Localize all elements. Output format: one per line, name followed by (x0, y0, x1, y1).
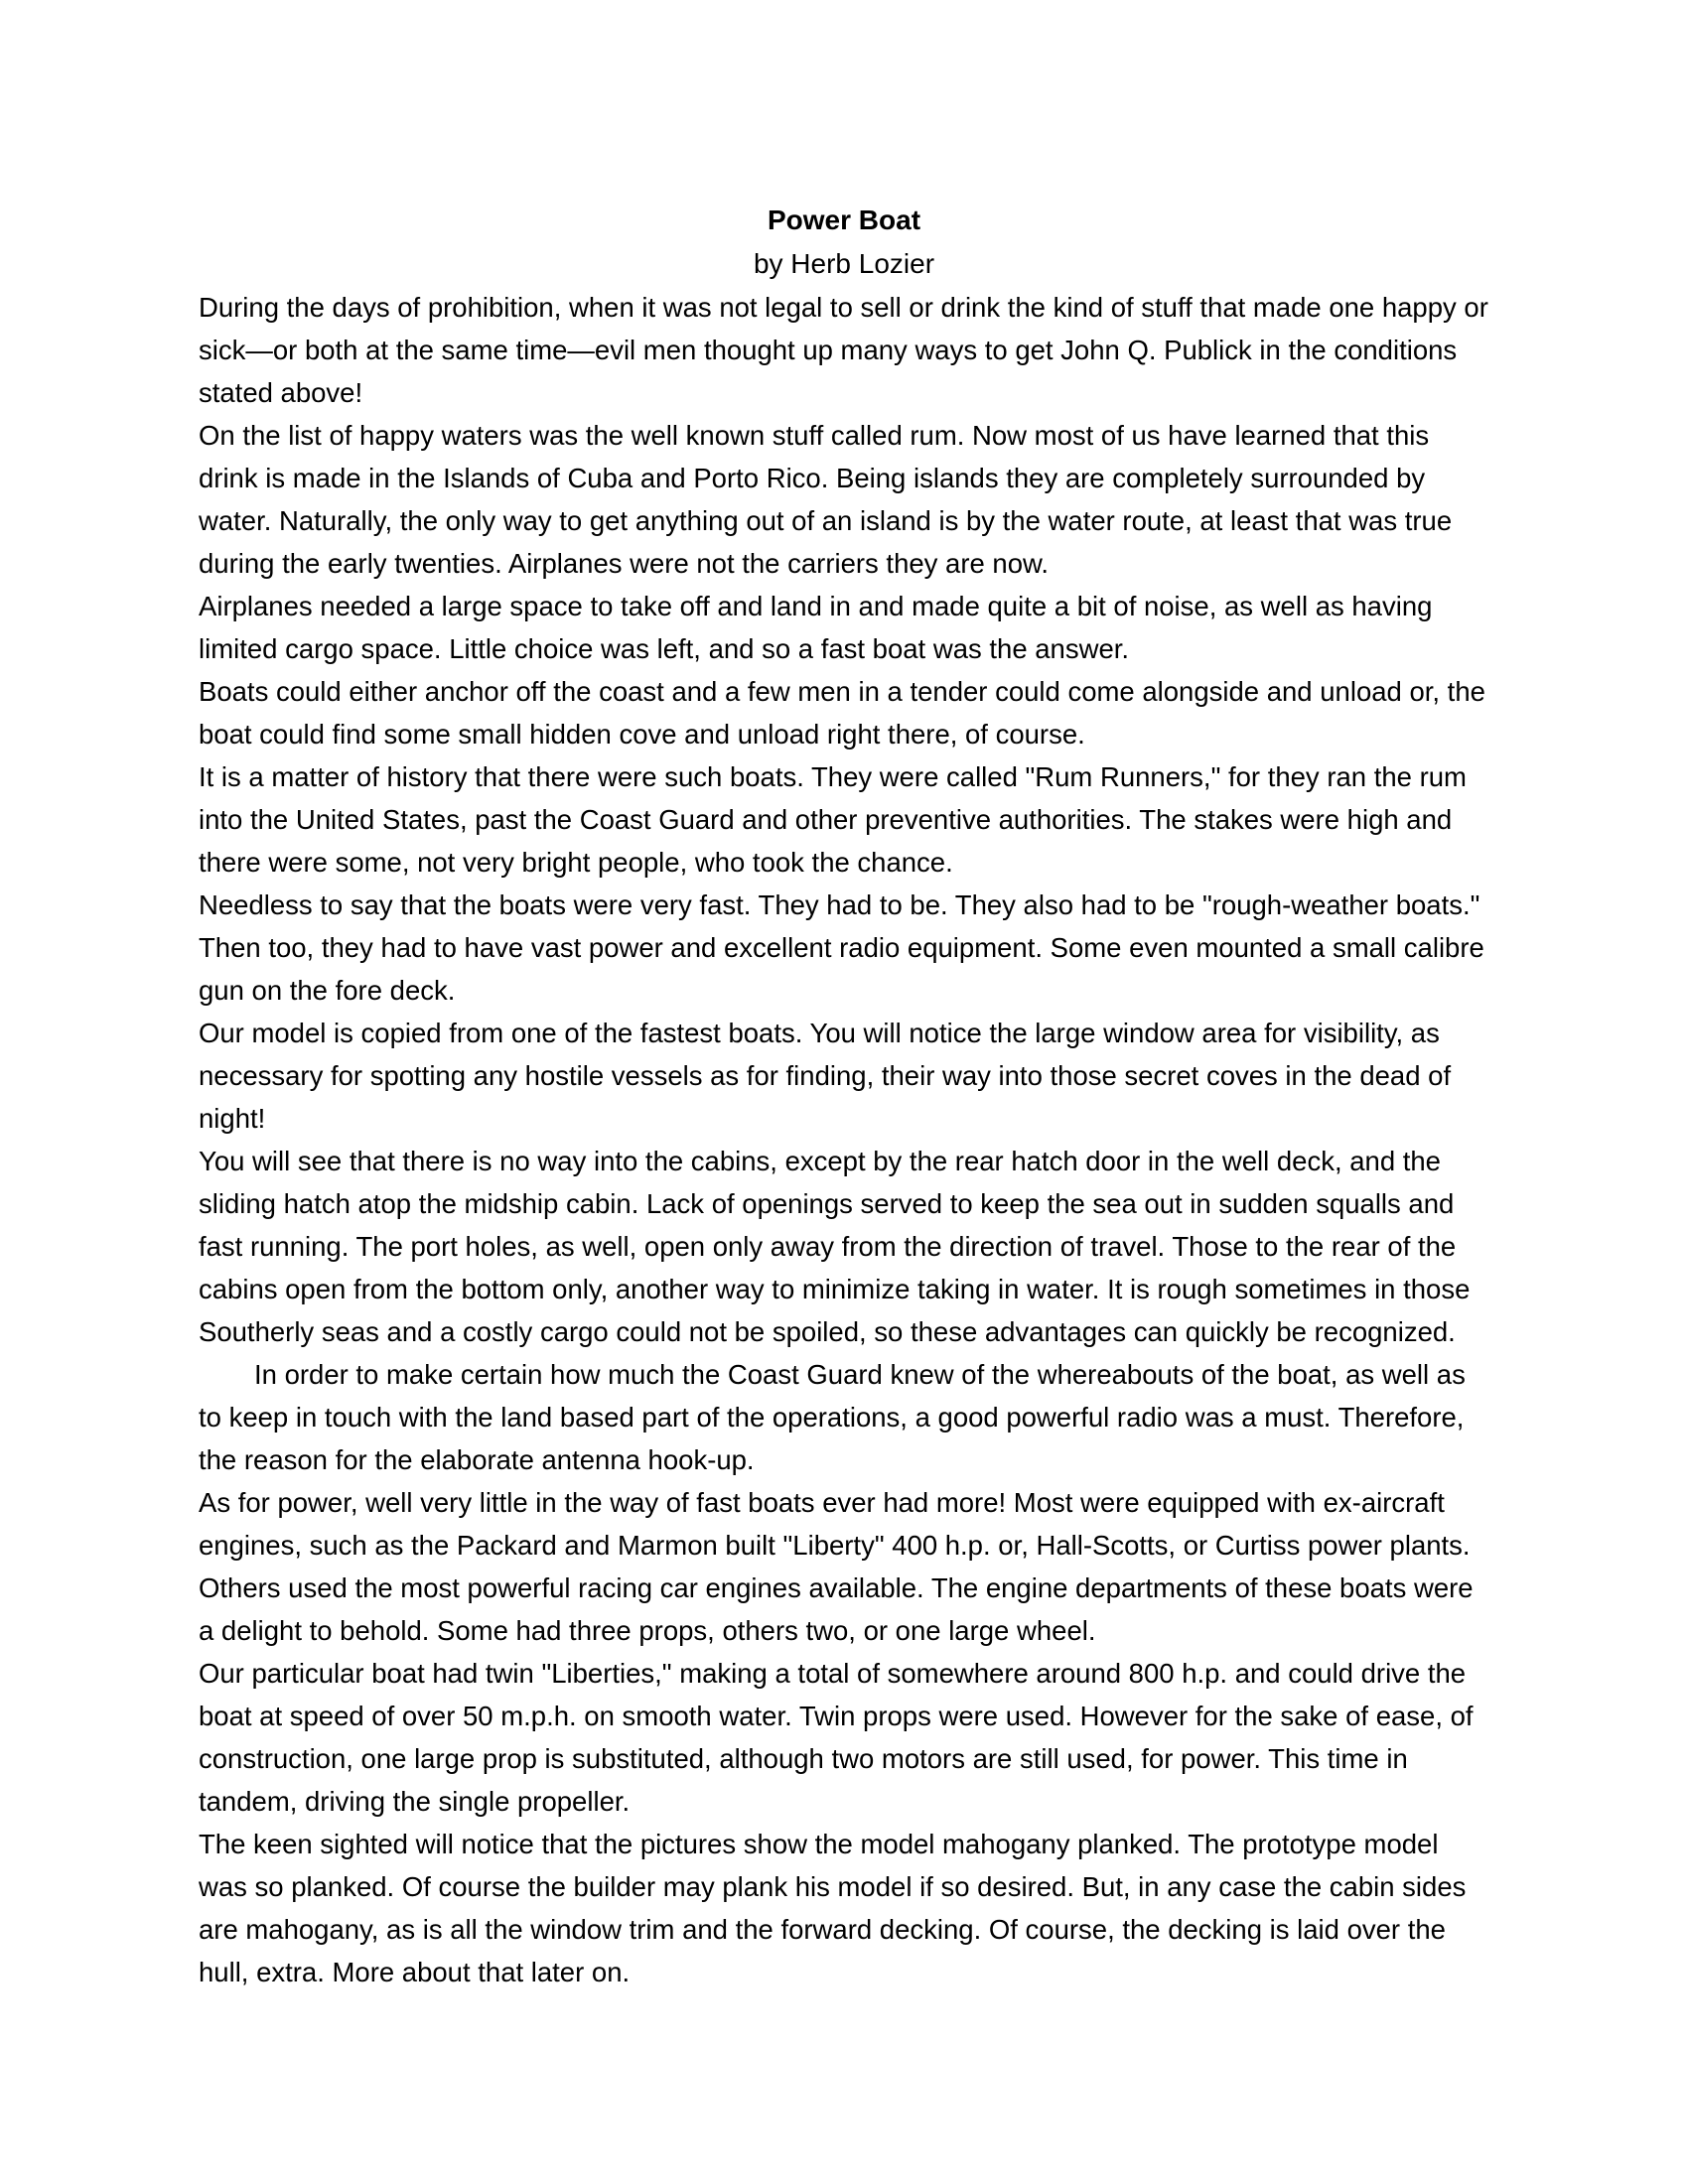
document-body (199, 286, 1491, 1993)
document-title: Power Boat (767, 205, 921, 235)
paragraph-rum-runners: It is a matter of history that there were such boats. They were called "Rum Runners," for they ran the rum into the United States, past the Coast Guard and other preventive authorities. The stakes were high and there were some, not very bright people, who took the chance. (199, 761, 1467, 878)
paragraph-planking: The keen sighted will notice that the pictures show the model mahogany planked. The prototype model was so planked. Of course the builder may plank his model if so desired. But, in any case the cabin sides are mahogany, as is all the window trim and the forward decking. Of course, the decking is laid over the hull, extra. More about that later on. (199, 1829, 1467, 1987)
paragraph-cabins-text: You will see that there is no way into the cabins, except by the rear hatch door in the well deck, and the sliding hatch atop the midship cabin. Lack of openings served to keep the sea out in sudden squalls and fast running. The port holes, as well, open only away from the direction of travel. Those to the rear of the cabins open from the bottom only, another way to minimize taking in water. It is rough sometimes in those Southerly seas and a costly cargo could not be spoiled, so these advantages can quickly be recognized. (199, 1146, 1471, 1347)
paragraph-airplanes: Airplanes needed a large space to take off and land in and made quite a bit of noise, as well as having limited cargo space. Little choice was left, and so a fast boat was the answer. (199, 591, 1433, 664)
paragraph-cabins (199, 1140, 1491, 1481)
paragraph-power: As for power, well very little in the way of fast boats ever had more! Most were equipped with ex-aircraft engines, such as the Packard and Marmon built "Liberty" 400 h.p. or, Hall-Scotts, or Curtiss power plants. Others used the most powerful racing car engines available. The engine departments of these boats were a delight to behold. Some had three props, others two, or one large wheel. (199, 1487, 1474, 1646)
paragraph-rum: On the list of happy waters was the well known stuff called rum. Now most of us have learned that this drink is made in the Islands of Cuba and Porto Rico. Being islands they are completely surrounded by water. Naturally, the only way to get anything out of an island is by the water route, at least that was true during the early twenties. Airplanes were not the carriers they are now. (199, 420, 1453, 579)
paragraph-our-model: Our model is copied from one of the fastest boats. You will notice the large window area for visibility, as necessary for spotting any hostile vessels as for finding, their way into those secret coves in the dead of night! (199, 1018, 1452, 1134)
paragraph-anchor: Boats could either anchor off the coast and a few men in a tender could come alongside and unload or, the boat could find some small hidden cove and unload right there, of course. (199, 676, 1485, 750)
paragraph-radio-text: In order to make certain how much the Coast Guard knew of the whereabouts of the boat, as well as to keep in touch with the land based part of the operations, a good powerful radio was a must. Therefore, the reason for the elaborate antenna hook-up. (199, 1359, 1466, 1475)
document-byline: by Herb Lozier (753, 248, 935, 279)
paragraph-fast-boats: Needless to say that the boats were very fast. They had to be. They also had to be "rough-weather boats." Then too, they had to have vast power and excellent radio equipment. Some even mounted a small calibre gun on the fore deck. (199, 889, 1484, 1006)
paragraph-prohibition: During the days of prohibition, when it was not legal to sell or drink the kind of stuff that made one happy or sick—or both at the same time—evil men thought up many ways to get John Q. Publick in the conditions stated above! (199, 292, 1488, 408)
paragraph-liberties: Our particular boat had twin "Liberties," making a total of somewhere around 800 h.p. and could drive the boat at speed of over 50 m.p.h. on smooth water. Twin props were used. However for the sake of ease, of construction, one large prop is substituted, although two motors are still used, for power. This time in tandem, driving the single propeller. (199, 1658, 1474, 1817)
